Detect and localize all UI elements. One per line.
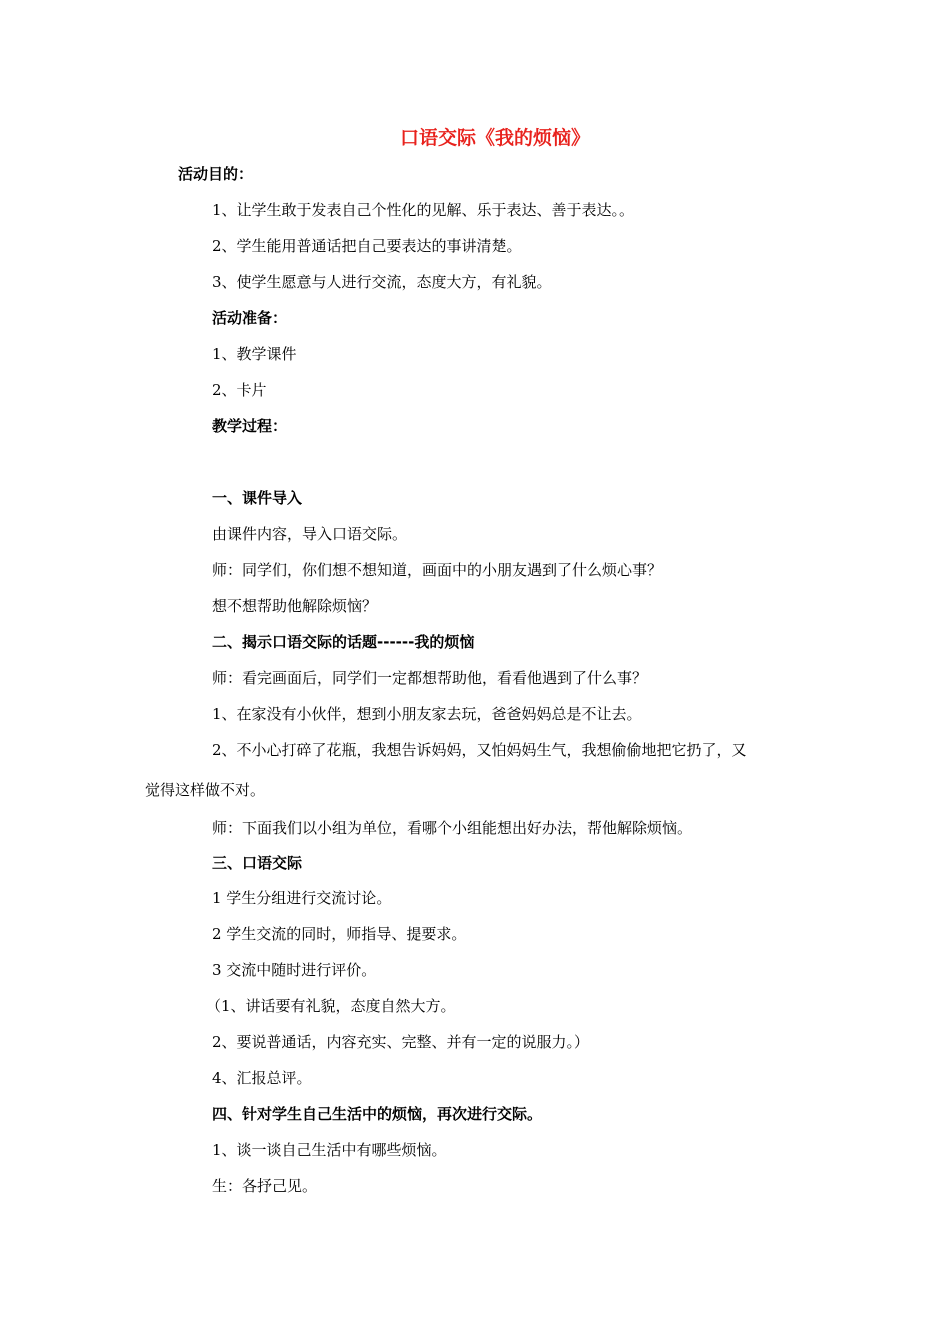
- section-heading-2: 二、揭示口语交际的话题------我的烦恼: [212, 633, 475, 651]
- paragraph: 想不想帮助他解除烦恼？: [212, 597, 378, 615]
- section-heading-objectives: 活动目的：: [178, 165, 254, 183]
- paragraph: 1、在家没有小伙伴，想到小朋友家去玩，爸爸妈妈总是不让去。: [212, 705, 642, 723]
- paragraph: 2、学生能用普通话把自己要表达的事讲清楚。: [212, 237, 522, 255]
- document-title: 口语交际《我的烦恼》: [399, 127, 590, 149]
- paragraph: 2、要说普通话，内容充实、完整、并有一定的说服力。）: [212, 1033, 590, 1051]
- paragraph: 3、使学生愿意与人进行交流，态度大方，有礼貌。: [212, 273, 552, 291]
- paragraph: 2 学生交流的同时，师指导、提要求。: [212, 925, 467, 943]
- paragraph: （1、讲话要有礼貌，态度自然大方。: [206, 997, 456, 1015]
- section-heading-3: 三、口语交际: [212, 854, 303, 872]
- paragraph: 生：各抒己见。: [212, 1177, 318, 1195]
- paragraph: 1、教学课件: [212, 345, 297, 363]
- paragraph: 2、不小心打碎了花瓶，我想告诉妈妈，又怕妈妈生气，我想偷偷地把它扔了，又: [212, 741, 747, 759]
- paragraph: 1、让学生敢于发表自己个性化的见解、乐于表达、善于表达。。: [212, 201, 635, 219]
- paragraph: 由课件内容，导入口语交际。: [212, 525, 408, 543]
- section-heading-process: 教学过程：: [212, 417, 288, 435]
- paragraph: 师：看完画面后，同学们一定都想帮助他，看看他遇到了什么事？: [212, 669, 648, 687]
- section-heading-4: 四、针对学生自己生活中的烦恼，再次进行交际。: [212, 1105, 543, 1123]
- paragraph: 3 交流中随时进行评价。: [212, 961, 377, 979]
- paragraph: 4、汇报总评。: [212, 1069, 312, 1087]
- paragraph: 2、卡片: [212, 381, 267, 399]
- paragraph: 师：下面我们以小组为单位，看哪个小组能想出好办法，帮他解除烦恼。: [212, 819, 693, 837]
- paragraph: 1、谈一谈自己生活中有哪些烦恼。: [212, 1141, 447, 1159]
- paragraph: 1 学生分组进行交流讨论。: [212, 889, 392, 907]
- paragraph: 觉得这样做不对。: [145, 781, 266, 799]
- paragraph: 师：同学们，你们想不想知道，画面中的小朋友遇到了什么烦心事？: [212, 561, 663, 579]
- section-heading-1: 一、课件导入: [212, 489, 303, 507]
- section-heading-preparation: 活动准备：: [212, 309, 288, 327]
